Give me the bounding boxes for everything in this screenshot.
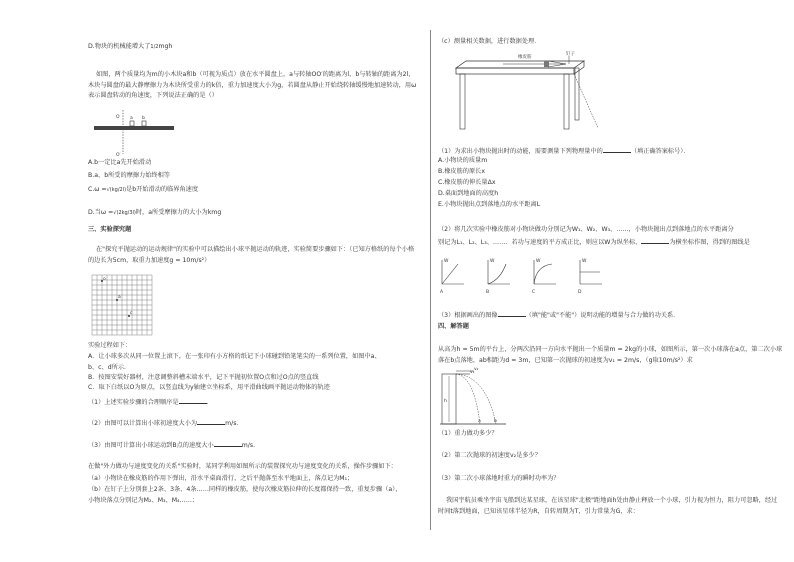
q1-kinetic-energy: （1）为求出小物块抛出时的动能，需要测量下列物理量中的 （填正确答案标号）．	[438, 148, 690, 155]
answer-graphs	[440, 256, 610, 296]
right-column	[430, 0, 794, 562]
option-d-top: D.物块的机械能增大了1/2mgh	[88, 43, 173, 50]
option-b: B.a、b所受的摩擦力始终相等	[88, 172, 170, 179]
label-o-prime: O′	[116, 153, 121, 158]
option-a: A.b一定比a先开始滑动	[88, 159, 152, 166]
step-b: B．按图安装好器材，注意调整斜槽末端水平，记下平抛初位置O点和过O点的竖直线	[88, 374, 319, 381]
option-d-height: D.桌面到地面的高度h	[438, 190, 499, 197]
q3-graph: （3）根据画出的图像 （填"能"或"不能"）说明动能的增量与合力做的功关系．	[438, 312, 680, 319]
step-c-measure: （c）测量相关数据，进行数据处理．	[438, 38, 541, 45]
table-figure	[448, 52, 608, 137]
svg-text:W: W	[536, 259, 541, 264]
grid-label-a: a	[118, 295, 121, 300]
q2-line1: （2）将几次实验中橡皮筋对小物块做功分别记为W₁、W₂、W₃、……，小物块抛出点到落地点的水平距离分	[438, 226, 734, 233]
svg-text:W: W	[582, 259, 587, 264]
question-1: （1）上述实验步骤的合理顺序是 ．	[88, 399, 213, 406]
label-point-a: a	[478, 419, 481, 424]
svg-text:W: W	[444, 259, 449, 264]
label-b: b	[142, 116, 145, 121]
label-a: a	[130, 116, 133, 121]
graph-label-c: C	[532, 290, 536, 295]
label-h: h	[444, 399, 447, 404]
turntable-figure	[92, 108, 182, 158]
ball-q3: （3）第二次小球落地时重力的瞬时功率为？	[438, 475, 560, 482]
label-o: O	[116, 115, 120, 120]
ball-q2: （2）第二次抛球的初速度v₂是多少？	[438, 452, 541, 459]
graph-label-b: B	[486, 290, 490, 295]
nail-label: 钉子	[566, 52, 575, 57]
work-step-b-cont: 小物块落点分别记为M₂、M₃、M₄……；	[88, 497, 199, 504]
option-d: D.当ω =√(2kg/3l)时，a所受摩擦力的大小为kmg	[88, 209, 222, 216]
label-v2: v₂	[474, 367, 479, 372]
grid-figure	[92, 275, 154, 337]
steps-title: 实验过程如下：	[88, 342, 132, 349]
projectile-question-stem: 在"探究平抛运动的运动规律"的实验中可以描绘出小球平抛运动的轨迹，实验简要步骤如下：（已知方格纸的每个小格的边长为5cm，取重力加速度g = 10m/s²）	[88, 246, 415, 264]
option-c-stretch: C.橡皮筋的伸长量Δx	[438, 179, 496, 186]
graph-label-a: A	[440, 290, 444, 295]
label-point-b: b	[494, 419, 497, 424]
ball-question-stem: 从高为h = 5m的平台上，分两次沿同一方向水平抛出一个质量m = 2kg的小球，如图所示，第一次小球落在a点，第二次小球落在b点落地，ab相距为d = 3m，已知第一次抛球的初速度为v₁ = 2m/s，（g取10m/s²）求	[438, 346, 783, 364]
section-four-heading: 四、解答题	[438, 323, 469, 330]
question-2: （2）由图可以计算出小球初速度大小为 m/s．	[88, 420, 243, 427]
option-c: C.ω =√(kg/2l)是b开始滑动的临界角速度	[88, 186, 199, 193]
work-step-b: （b）在钉子上分别套上2条、3条、4条……同样的橡皮筋，使每次橡皮筋拉伸的长度都保持一致，重复步骤（a），	[88, 486, 402, 493]
planet-question-stem: 我国宇航员乘坐宇宙飞船到达某星球，在该星球"北极"距地面h处由静止释放一个小球，引力视为恒力，阻力可忽略，经过时间t落到地面，已知该星球半径为R，自转周期为T，引力常量为G，求：	[438, 497, 778, 515]
q2-line2: 别记为L₁、L₂、L₃、……．若功与速度的平方成正比，则应以W为纵坐标、 为横坐标作图，得到的图线是	[438, 239, 750, 246]
rubber-band-label: 橡皮筋	[518, 55, 532, 60]
work-question-stem: 在做"外力做功与速度变化的关系"实验时，某同学利用如图所示的装置探究功与速度变化的关系，操作步骤如下：	[88, 463, 397, 470]
option-e-distance: E.小物块抛出点到落地点的水平距离L	[438, 201, 541, 208]
platform-figure	[440, 366, 510, 428]
turntable-question-stem: 如图，两个质量均为m的小木块a和b（可视为质点）放在水平圆盘上，a与转轴OO′的距离为l，b与转轴的距离为2l，木块与圆盘的最大静摩擦力为木块所受重力的k倍，重力加速度大小为g，若圆盘从静止开始绕转轴缓慢地加速转动，用ω表示圆盘转动的角速度，下列说法正确的是（）	[88, 71, 417, 99]
grid-label-o: o	[103, 277, 106, 282]
svg-text:W: W	[490, 259, 495, 264]
option-a-mass: A.小物块的质量m	[438, 157, 488, 164]
ball-q1: （1）重力做功多少？	[438, 430, 498, 437]
question-3: （3）由图可计算出小球运动到B点的速度大小 m/s．	[88, 442, 260, 449]
step-a: A．让小球多次从同一位置上滚下，在一张印有小方格的纸记下小球碰到铅笔笔尖的一系列位置，如图中a、	[88, 353, 381, 360]
grid-label-c: c	[130, 311, 133, 316]
section-three-heading: 三、实验探究题	[88, 226, 132, 233]
label-v1: v₁	[470, 370, 475, 375]
work-step-a: （a）小物块在橡皮筋的作用下弹出，沿水平桌面滑行，之后平抛落至水平地面上，落点记为M₁；	[88, 475, 354, 482]
step-c: C．取下白纸以O为原点，以竖直线为y轴建立坐标系，用平滑曲线画平抛运动物体的轨迹	[88, 384, 330, 391]
step-a-cont: b、c、d所示．	[88, 364, 131, 371]
graph-label-d: D	[578, 290, 582, 295]
option-b-length: B.橡皮筋的原长x	[438, 168, 485, 175]
